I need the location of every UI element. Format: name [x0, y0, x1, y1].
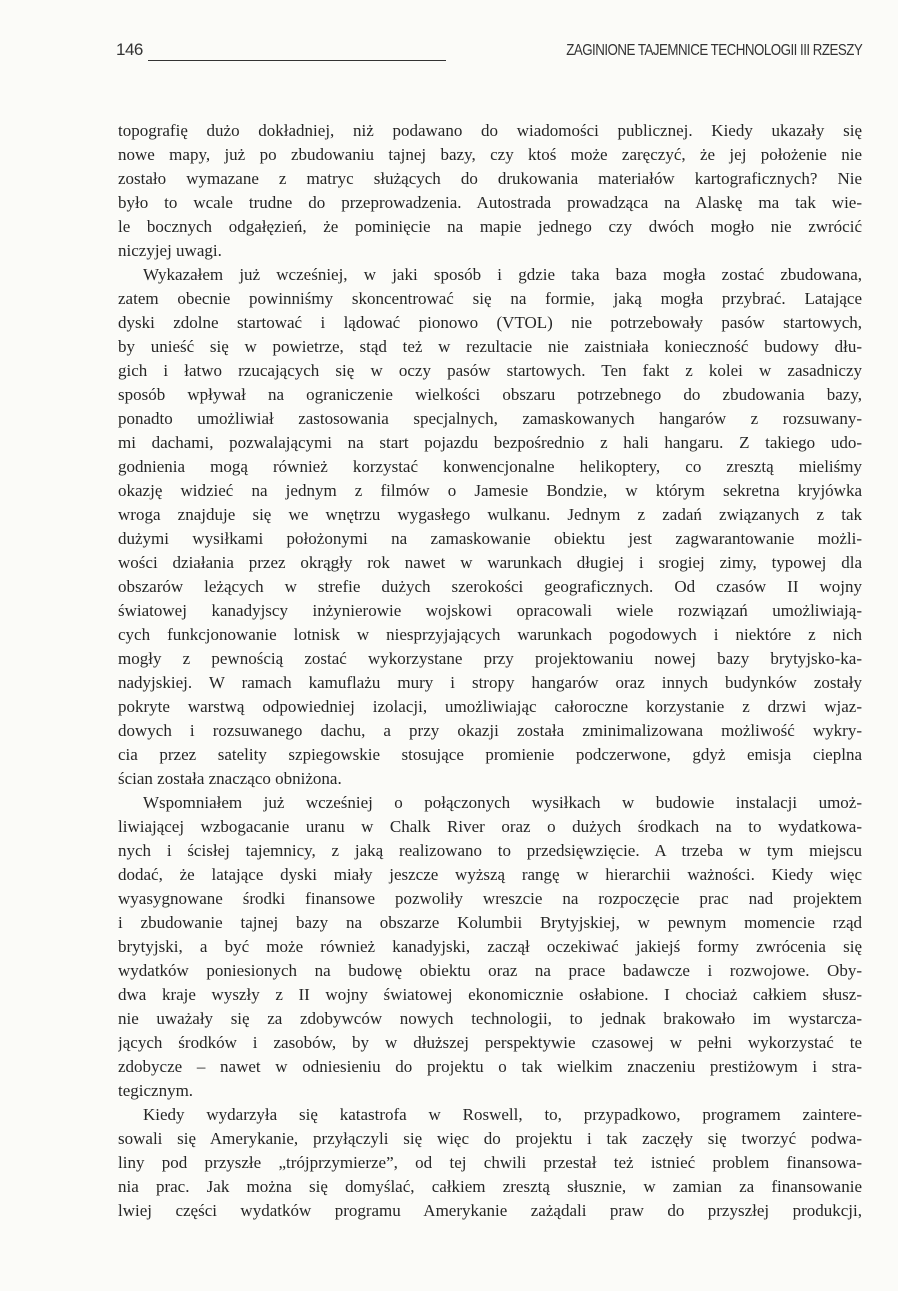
text-line: lwiej części wydatków programu Amerykanie zażądali praw do przyszłej produkcji, — [118, 1201, 862, 1220]
text-line: obszarów leżących w strefie dużych szerokości geograficznych. Od czasów II wojny — [118, 577, 862, 596]
paragraph — [118, 1103, 862, 1223]
text-line: brytyjski, a być może również kanadyjski, zaczął oczekiwać jakiejś formy zwrócenia się — [118, 937, 862, 956]
text-line: zostało wymazane z matryc służących do drukowania materiałów kartograficznych? Nie — [118, 169, 862, 188]
text-line: liwiającej wzbogacanie uranu w Chalk River oraz o dużych środkach na to wydatkowa- — [118, 817, 862, 836]
paragraph — [118, 791, 862, 1103]
text-line: zdobycze – nawet w odniesieniu do projektu o tak wielkim znaczeniu prestiżowym i stra- — [118, 1057, 862, 1076]
text-line: Wykazałem już wcześniej, w jaki sposób i gdzie taka baza mogła zostać zbudowana, — [143, 265, 862, 284]
header-rule — [148, 60, 446, 61]
text-line: mogły z pewnością zostać wykorzystane przy projektowaniu nowej bazy brytyjsko-ka- — [118, 649, 862, 668]
text-line: sposób wpływał na ograniczenie wielkości obszaru potrzebnego do zbudowania bazy, — [118, 385, 862, 404]
text-line: i zbudowanie tajnej bazy na obszarze Kolumbii Brytyjskiej, w pewnym momencie rząd — [118, 913, 862, 932]
text-line: nych i ścisłej tajemnicy, z jaką realizowano to przedsięwzięcie. A trzeba w tym miejscu — [118, 841, 862, 860]
text-line: tegicznym. — [118, 1081, 194, 1100]
text-line: Wspomniałem już wcześniej o połączonych wysiłkach w budowie instalacji umoż- — [143, 793, 862, 812]
running-title: ZAGINIONE TAJEMNICE TECHNOLOGII III RZESZY — [565, 42, 862, 59]
text-line: dwa kraje wyszły z II wojny światowej ekonomicznie osłabione. I chociaż całkiem słusz- — [118, 985, 862, 1004]
page-number: 146 — [116, 40, 143, 59]
text-line: le bocznych odgałęzień, że pominięcie na mapie jednego czy dwóch mogło nie zwrócić — [118, 217, 862, 236]
text-line: jących środków i zasobów, by w dłuższej perspektywie czasowej w pełni wykorzystać te — [118, 1033, 862, 1052]
text-line: ponadto umożliwiał zastosowania specjalnych, zamaskowanych hangarów z rozsuwany- — [118, 409, 862, 428]
body-text — [118, 119, 862, 1223]
text-line: wyasygnowane środki finansowe pozwoliły wreszcie na rozpoczęcie prac nad projektem — [118, 889, 862, 908]
text-line: światowej kanadyjscy inżynierowie wojskowi opracowali wiele rozwiązań umożliwiają- — [118, 601, 862, 620]
text-line: nadyjskiej. W ramach kamuflażu mury i stropy hangarów oraz innych budynków zostały — [118, 673, 862, 692]
text-line: nia prac. Jak można się domyślać, całkiem zresztą słusznie, w zamian za finansowanie — [118, 1177, 862, 1196]
text-line: cia przez satelity szpiegowskie stosujące promienie podczerwone, gdyż emisja cieplna — [118, 745, 862, 764]
text-line: by unieść się w powietrze, stąd też w rezultacie nie zaistniała konieczność budowy dłu- — [118, 337, 862, 356]
text-line: okazję widzieć na jednym z filmów o Jamesie Bondzie, w którym sekretna kryjówka — [118, 481, 862, 500]
text-line: cych funkcjonowanie lotnisk w niesprzyjających warunkach pogodowych i niektóre z nich — [118, 625, 862, 644]
text-line: dowych i rozsuwanego dachu, a przy okazji została zminimalizowana możliwość wykry- — [118, 721, 862, 740]
text-line: było to wcale trudne do przeprowadzenia. Autostrada prowadząca na Alaskę ma tak wie- — [118, 193, 862, 212]
text-line: Kiedy wydarzyła się katastrofa w Roswell, to, przypadkowo, programem zaintere- — [143, 1105, 862, 1124]
text-line: pokryte warstwą odpowiedniej izolacji, umożliwiając całoroczne korzystanie z drzwi wjaz- — [118, 697, 862, 716]
text-line: dużymi wysiłkami położonymi na zamaskowanie obiektu jest zagwarantowanie możli- — [118, 529, 862, 548]
text-line: mi dachami, pozwalającymi na start pojazdu bezpośrednio z hali hangaru. Z takiego udo- — [118, 433, 862, 452]
text-line: ścian została znacząco obniżona. — [118, 769, 342, 788]
text-line: nie uważały się za zdobywców nowych technologii, to jednak brakowało im wystarcza- — [118, 1009, 862, 1028]
text-line: zatem obecnie powinniśmy skoncentrować się na formie, jaką mogła przybrać. Latające — [118, 289, 862, 308]
text-line: wości działania przez okrągły rok nawet w warunkach długiej i srogiej zimy, typowej dla — [118, 553, 862, 572]
text-line: dyski zdolne startować i lądować pionowo (VTOL) nie potrzebowały pasów startowych, — [118, 313, 862, 332]
text-line: dodać, że latające dyski miały jeszcze wyższą rangę w hierarchii ważności. Kiedy więc — [118, 865, 862, 884]
paragraph — [118, 263, 862, 791]
text-line: topografię dużo dokładniej, niż podawano do wiadomości publicznej. Kiedy ukazały się — [118, 121, 862, 140]
text-line: gich i łatwo rzucających się w oczy pasów startowych. Ten fakt z kolei w zasadniczy — [118, 361, 862, 380]
text-line: liny pod przyszłe „trójprzymierze”, od tej chwili przestał też istnieć problem finansowa- — [118, 1153, 862, 1172]
text-line: nowe mapy, już po zbudowaniu tajnej bazy, czy ktoś może zaręczyć, że jej położenie nie — [118, 145, 862, 164]
text-line: godnienia mogą również korzystać konwencjonalne helikoptery, co zresztą mieliśmy — [118, 457, 862, 476]
text-line: sowali się Amerykanie, przyłączyli się więc do projektu i tak zaczęły się tworzyć podwa- — [118, 1129, 862, 1148]
paragraph — [118, 119, 862, 263]
text-line: wroga znajduje się we wnętrzu wygasłego wulkanu. Jednym z zadań związanych z tak — [118, 505, 862, 524]
text-line: wydatków poniesionych na budowę obiektu oraz na prace badawcze i rozwojowe. Oby- — [118, 961, 862, 980]
text-line: niczyjej uwagi. — [118, 241, 222, 260]
